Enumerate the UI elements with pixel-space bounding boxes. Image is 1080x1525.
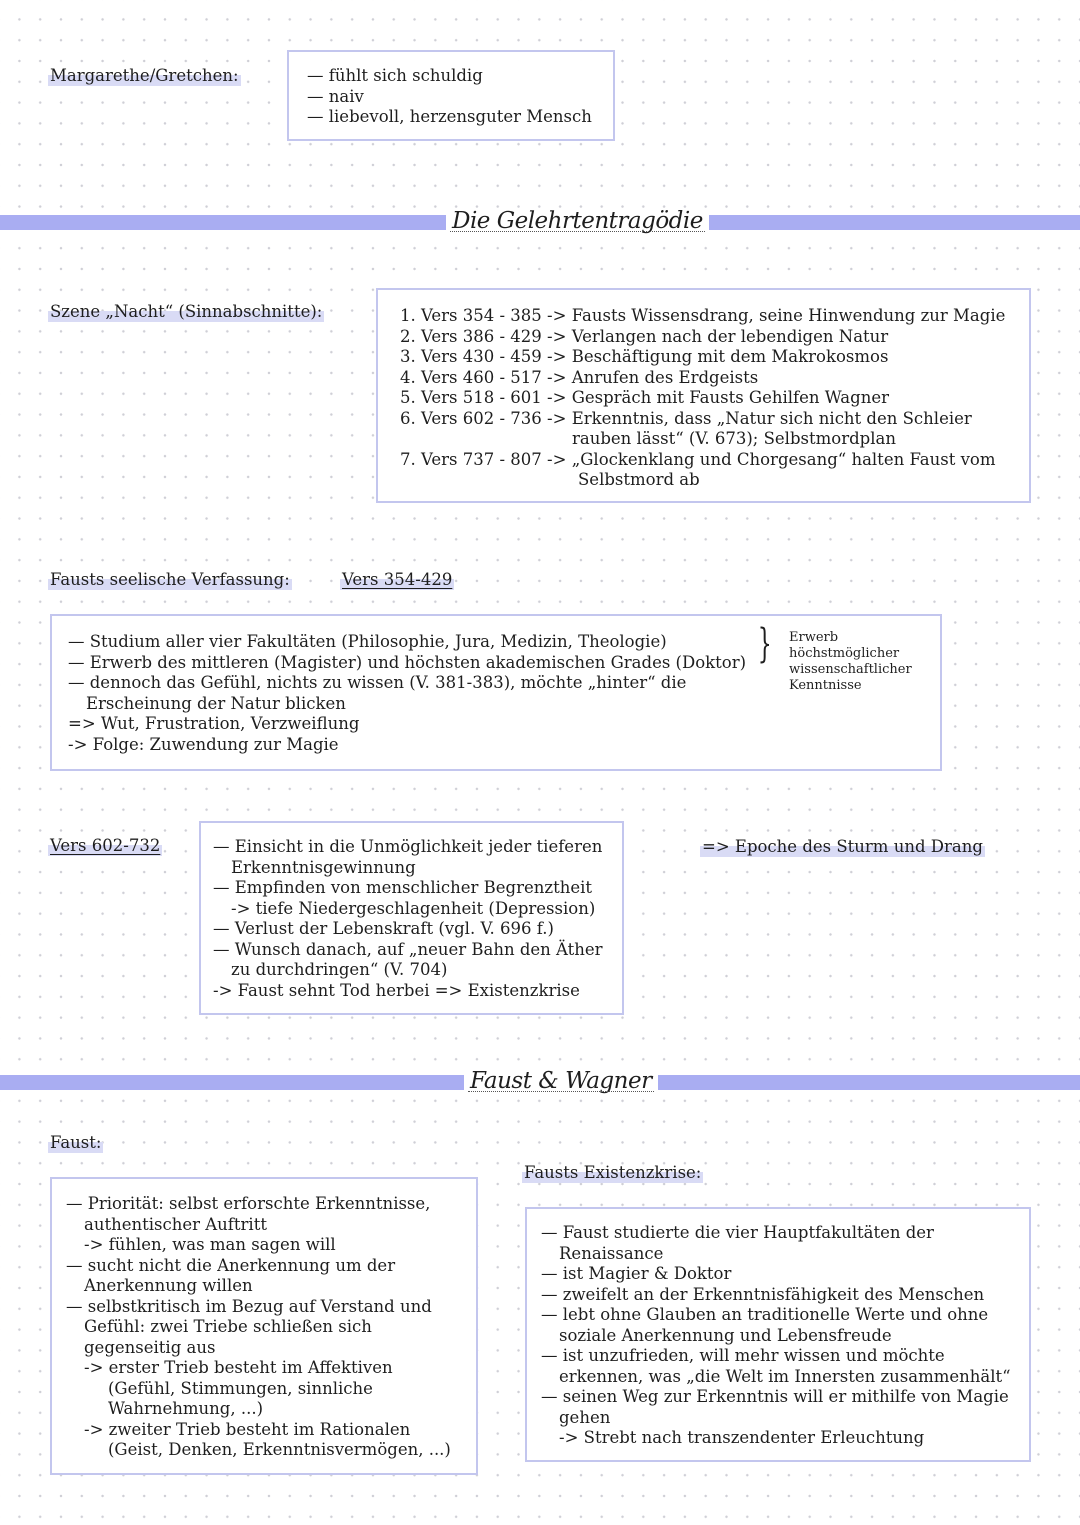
verfassung-verses: Vers 354-429: [342, 570, 453, 589]
existenzkrise-line: -> Strebt nach transzendenter Erleuchtung: [559, 1428, 925, 1447]
verfassung-note: [789, 630, 912, 694]
nacht-box: [376, 288, 1031, 503]
existenzkrise-line: — zweifelt an der Erkenntnisfähigkeit des Menschen: [541, 1284, 985, 1304]
existenzkrise-label: Fausts Existenzkrise:: [524, 1163, 702, 1182]
existenzkrise-line: erkennen, was „die Welt im Innersten zusammenhält“: [559, 1366, 1011, 1386]
verfassung-line: — Studium aller vier Fakultäten (Philosophie, Jura, Medizin, Theologie): [68, 632, 667, 651]
note-line: Kenntnisse: [789, 678, 862, 693]
section-title-faust-wagner: Faust & Wagner: [464, 1068, 658, 1094]
faust-line: -> erster Trieb besteht im Affektiven: [84, 1358, 393, 1377]
existenzkrise-line: — ist Magier & Doktor: [541, 1264, 732, 1283]
faust-line: Gefühl: zwei Triebe schließen sich: [84, 1317, 372, 1336]
verfassung-line: -> Folge: Zuwendung zur Magie: [68, 734, 339, 754]
nacht-line: 5. Vers 518 - 601 -> Gespräch mit Fausts Gehilfen Wagner: [400, 388, 889, 407]
note-line: höchstmöglicher: [789, 646, 900, 661]
note-line: Erwerb: [789, 630, 839, 645]
vers602-line: Erkenntnisgewinnung: [231, 857, 416, 877]
faust-line: -> zweiter Trieb besteht im Rationalen: [84, 1419, 411, 1439]
verfassung-label: Fausts seelische Verfassung:: [50, 570, 290, 589]
gretchen-line: — naiv: [307, 86, 364, 106]
section-title-gelehrtentragoedie: Die Gelehrtentragödie: [446, 208, 709, 234]
existenzkrise-line: Renaissance: [559, 1243, 664, 1263]
existenzkrise-line: — Faust studierte die vier Hauptfakultäten der: [541, 1223, 934, 1242]
existenzkrise-line: gehen: [559, 1407, 611, 1427]
verfassung-line: => Wut, Frustration, Verzweiflung: [68, 714, 360, 733]
existenzkrise-line: — seinen Weg zur Erkenntnis will er mithilfe von Magie: [541, 1387, 1009, 1406]
nacht-line: Selbstmord ab: [578, 470, 700, 489]
curly-brace-icon: }: [757, 621, 772, 667]
verfassung-box: [50, 614, 942, 771]
vers602-line: — Empfinden von menschlicher Begrenztheit: [213, 878, 593, 897]
faust-line: Anerkennung willen: [84, 1276, 253, 1295]
nacht-label: Szene „Nacht“ (Sinnabschnitte):: [50, 302, 323, 321]
vers602-line: -> Faust sehnt Tod herbei => Existenzkrise: [213, 980, 580, 1000]
faust-line: -> fühlen, was man sagen will: [84, 1235, 336, 1254]
nacht-line: 3. Vers 430 - 459 -> Beschäftigung mit dem Makrokosmos: [400, 347, 889, 366]
gretchen-line: — liebevoll, herzensguter Mensch: [307, 107, 592, 126]
nacht-line: rauben lässt“ (V. 673); Selbstmordplan: [572, 429, 896, 448]
vers602-line: — Einsicht in die Unmöglichkeit jeder tieferen: [213, 837, 603, 856]
faust-label: Faust:: [50, 1133, 102, 1152]
gretchen-line: — fühlt sich schuldig: [307, 66, 483, 85]
verfassung-line: — Erwerb des mittleren (Magister) und höchsten akademischen Grades (Doktor): [68, 652, 747, 672]
epoch-note: => Epoche des Sturm und Drang: [702, 837, 983, 856]
faust-box: [50, 1177, 478, 1475]
existenzkrise-line: — ist unzufrieden, will mehr wissen und möchte: [541, 1346, 945, 1365]
gretchen-box: [287, 50, 615, 141]
note-line: wissenschaftlicher: [789, 662, 912, 677]
vers602-line: — Wunsch danach, auf „neuer Bahn den Äther: [213, 939, 603, 959]
verfassung-line: — dennoch das Gefühl, nichts zu wissen (V. 381-383), möchte „hinter“ die: [68, 673, 687, 692]
vers602-label: Vers 602-732: [50, 836, 161, 855]
faust-line: gegenseitig aus: [84, 1337, 216, 1357]
faust-line: (Geist, Denken, Erkenntnisvermögen, ...): [108, 1440, 451, 1459]
existenzkrise-box: [525, 1207, 1031, 1462]
faust-line: authentischer Auftritt: [84, 1214, 267, 1234]
nacht-line: 7. Vers 737 - 807 -> „Glockenklang und Chorgesang“ halten Faust vom: [400, 449, 996, 469]
nacht-line: 4. Vers 460 - 517 -> Anrufen des Erdgeists: [400, 367, 759, 387]
vers602-line: -> tiefe Niedergeschlagenheit (Depression): [231, 898, 596, 918]
gretchen-label: Margarethe/Gretchen:: [50, 66, 239, 85]
nacht-line: 6. Vers 602 - 736 -> Erkenntnis, dass „Natur sich nicht den Schleier: [400, 408, 972, 428]
vers602-box: [199, 821, 624, 1015]
faust-line: — Priorität: selbst erforschte Erkenntnisse,: [66, 1194, 431, 1213]
vers602-line: — Verlust der Lebenskraft (vgl. V. 696 f.): [213, 919, 554, 938]
vers602-line: zu durchdringen“ (V. 704): [231, 960, 448, 979]
nacht-line: 1. Vers 354 - 385 -> Fausts Wissensdrang, seine Hinwendung zur Magie: [400, 306, 1006, 325]
existenzkrise-line: soziale Anerkennung und Lebensfreude: [559, 1325, 892, 1345]
faust-line: (Gefühl, Stimmungen, sinnliche: [108, 1378, 373, 1398]
verfassung-line: Erscheinung der Natur blicken: [86, 693, 346, 713]
faust-line: Wahrnehmung, ...): [108, 1399, 264, 1418]
faust-line: — sucht nicht die Anerkennung um der: [66, 1255, 396, 1275]
nacht-line: 2. Vers 386 - 429 -> Verlangen nach der lebendigen Natur: [400, 326, 889, 346]
faust-line: — selbstkritisch im Bezug auf Verstand und: [66, 1296, 432, 1316]
existenzkrise-line: — lebt ohne Glauben an traditionelle Werte und ohne: [541, 1305, 989, 1324]
